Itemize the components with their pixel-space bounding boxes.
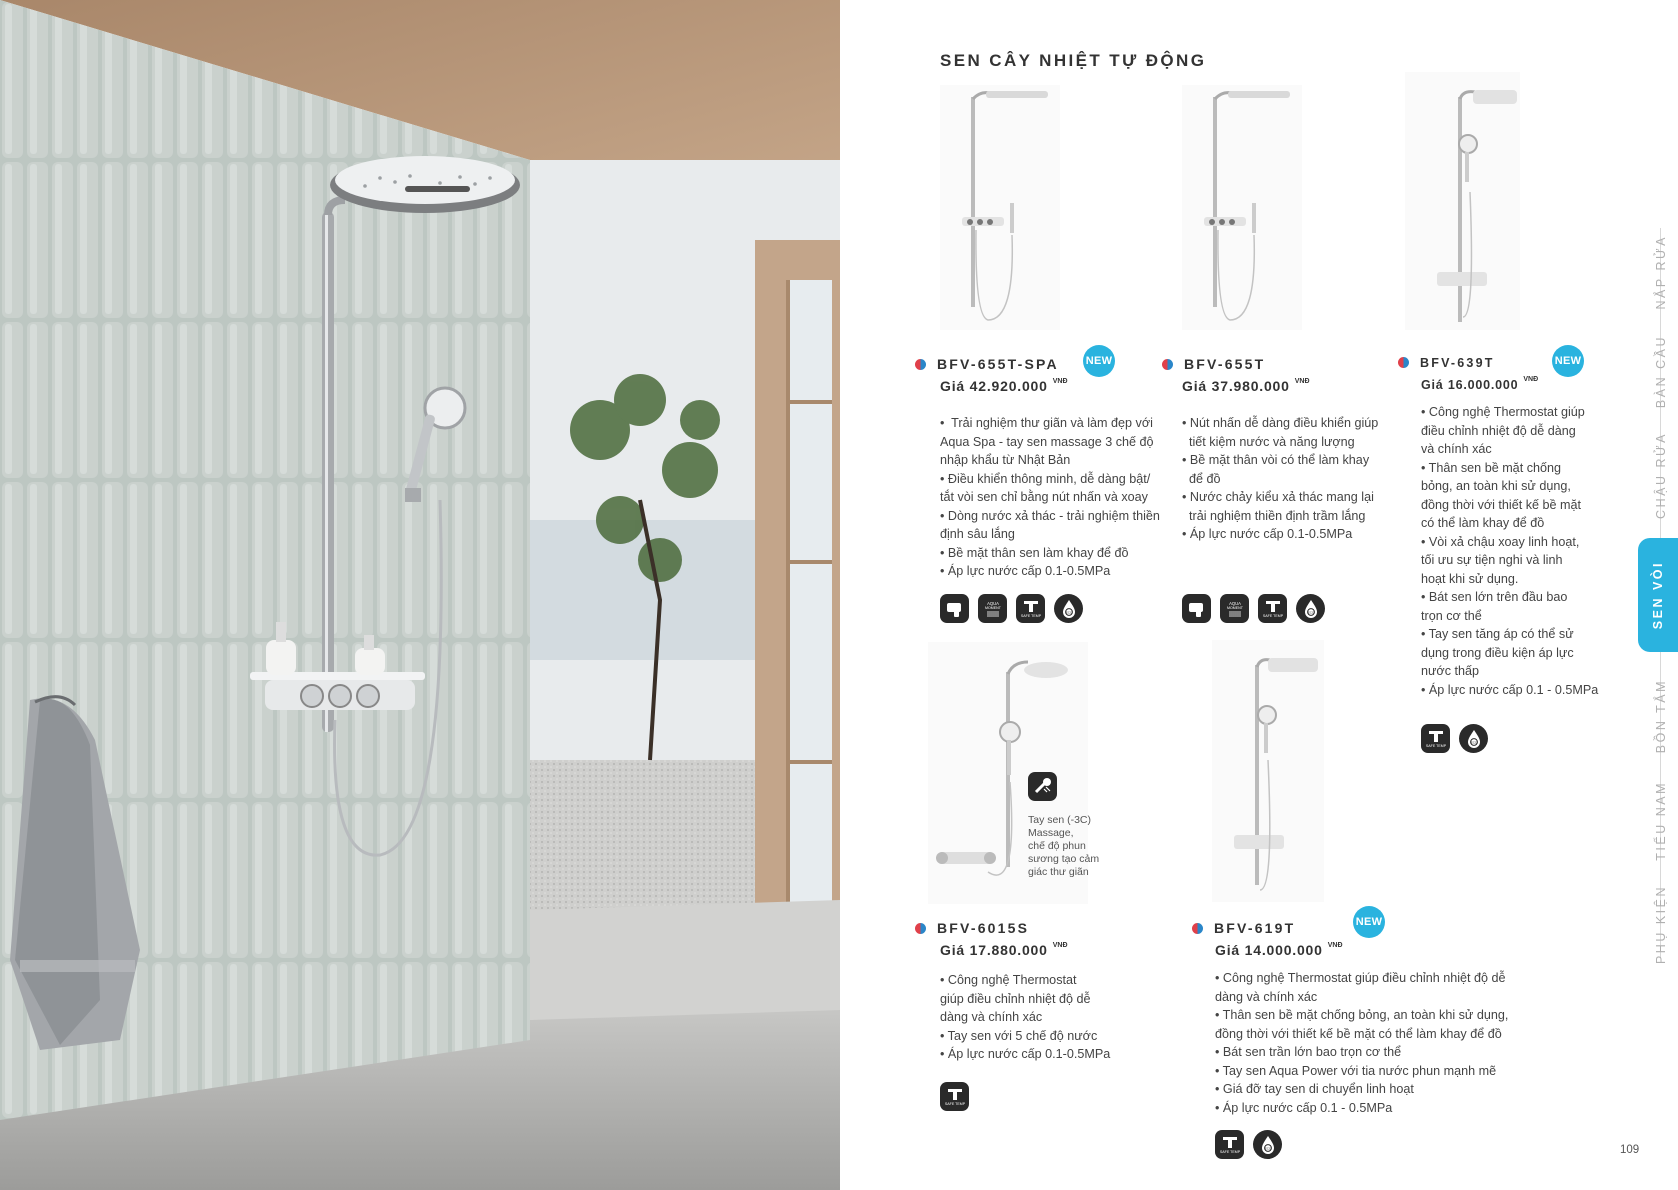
- hot-cold-dot-icon: [1162, 359, 1173, 370]
- feature-line: • Bát sen trần lớn bao trọn cơ thể: [1215, 1045, 1402, 1059]
- hot-cold-dot-icon: [915, 923, 926, 934]
- feature-line: nước thấp: [1421, 664, 1480, 678]
- feature-line: • Áp lực nước cấp 0.1 - 0.5MPa: [1421, 682, 1599, 697]
- feature-line: đồng thời với thiết kế bề mặt có thể làm khay để đồ: [1215, 1026, 1502, 1041]
- eco-water-icon: [1253, 1130, 1282, 1159]
- feature-line: • Bề mặt thân sen làm khay để đồ: [940, 545, 1129, 560]
- feature-line: giúp điều chỉnh nhiệt độ dễ: [940, 991, 1091, 1006]
- product-code: BFV-639T: [1398, 356, 1495, 370]
- feature-line: • Công nghệ Thermostat giúp điều chỉnh nhiệt độ dễ: [1215, 971, 1506, 985]
- feature-icons: [940, 1082, 969, 1111]
- feature-line: dàng và chính xác: [1215, 989, 1318, 1004]
- aqua-moment-icon: [1220, 594, 1249, 623]
- feature-line: • Điều khiển thông minh, dễ dàng bật/: [940, 471, 1151, 486]
- feature-line: Aqua Spa - tay sen massage 3 chế độ: [940, 434, 1154, 449]
- feature-line: • Công nghệ Thermostat: [940, 973, 1077, 987]
- svg-text:SAFE TEMP: SAFE TEMP: [1020, 613, 1041, 618]
- product-code: BFV-655T: [1162, 356, 1265, 372]
- feature-line: • Vòi xả chậu xoay linh hoạt,: [1421, 534, 1580, 549]
- feature-line: • Trải nghiệm thư giãn và làm đẹp với: [940, 416, 1153, 430]
- new-badge: NEW: [1083, 345, 1115, 377]
- svg-text:ECO: ECO: [1264, 1145, 1271, 1150]
- note-line: chế độ phun: [1028, 840, 1086, 852]
- feature-line: • Bát sen lớn trên đầu bao: [1421, 590, 1568, 604]
- feature-line: điều chỉnh nhiệt độ dễ dàng: [1421, 423, 1576, 438]
- note-line: Tay sen (-3C): [1028, 814, 1092, 826]
- new-badge: NEW: [1353, 906, 1385, 938]
- svg-text:AQUA: AQUA: [986, 600, 999, 606]
- feature-line: • Thân sen bề mặt chống bỏng, an toàn khi sử dụng,: [1215, 1008, 1509, 1022]
- product-image-bfv-655t: [1182, 85, 1302, 330]
- feature-line: đồng thời với thiết kế bề mặt: [1421, 497, 1582, 512]
- feature-line: hoạt khi sử dụng.: [1421, 571, 1519, 586]
- feature-list: [1421, 403, 1598, 699]
- feature-icons: [1215, 1130, 1282, 1159]
- feature-icons: [1182, 594, 1325, 623]
- product-image-bfv-619t: [1212, 640, 1324, 902]
- feature-line: • Giá đỡ tay sen di chuyển linh hoạt: [1215, 1082, 1414, 1096]
- feature-line: • Nước chảy kiểu xả thác mang lại: [1182, 490, 1374, 504]
- page-title: SEN CÂY NHIỆT TỰ ĐỘNG: [940, 51, 1207, 70]
- note-line: Massage,: [1028, 827, 1074, 839]
- feature-line: tối ưu sự tiện nghi và linh: [1421, 553, 1563, 567]
- tab-tieu-nam[interactable]: TIỂU NAM: [1654, 781, 1668, 861]
- feature-line: • Bề mặt thân vòi có thể làm khay: [1182, 453, 1370, 467]
- eco-water-icon: [1459, 724, 1488, 753]
- svg-text:SAFE TEMP: SAFE TEMP: [1219, 1149, 1240, 1154]
- product-code: BFV-655T-SPA: [915, 356, 1059, 372]
- feature-list: [940, 414, 1160, 581]
- feature-line: • Nút nhấn dễ dàng điều khiển giúp: [1182, 416, 1379, 430]
- feature-icons: [1421, 724, 1488, 753]
- svg-text:SAFE TEMP: SAFE TEMP: [944, 1101, 965, 1106]
- svg-text:ECO: ECO: [1307, 609, 1314, 614]
- new-badge: NEW: [1552, 345, 1584, 377]
- product-image-bfv-639t: [1405, 72, 1520, 330]
- product-price: Giá 16.000.000 $^{VNĐ}$: [1421, 376, 1539, 392]
- feature-line: có thể làm khay để đồ: [1421, 516, 1545, 530]
- aqua-moment-icon: [978, 594, 1007, 623]
- safe-temp-icon: [940, 1082, 969, 1111]
- feature-line: • Dòng nước xả thác - trải nghiệm thiền: [940, 508, 1160, 523]
- product-code: BFV-619T: [1192, 920, 1295, 936]
- feature-list: [1182, 414, 1378, 544]
- feature-line: • Tay sen với 5 chế độ nước: [940, 1028, 1098, 1043]
- tab-ban-cau[interactable]: BÀN CẦU: [1654, 335, 1668, 409]
- catalog-page: [840, 0, 1678, 1190]
- feature-line: • Tay sen tăng áp có thể sử: [1421, 627, 1574, 641]
- feature-line: bỏng, an toàn khi sử dụng,: [1421, 479, 1571, 493]
- note-line: giác thư giãn: [1028, 866, 1089, 878]
- massage-mode-icon: [1028, 772, 1057, 801]
- feature-line: trọn cơ thể: [1421, 608, 1482, 623]
- feature-line: • Thân sen bề mặt chống: [1421, 460, 1562, 475]
- feature-line: • Công nghệ Thermostat giúp: [1421, 405, 1585, 419]
- tab-phu-kien[interactable]: PHỤ KIỆN: [1654, 885, 1668, 965]
- feature-line: • Tay sen Aqua Power với tia nước phun mạnh mẽ: [1215, 1063, 1497, 1078]
- note-line: sương tạo cảm: [1028, 853, 1100, 865]
- svg-text:SAFE TEMP: SAFE TEMP: [1262, 613, 1283, 618]
- safe-temp-icon: [1421, 724, 1450, 753]
- eco-water-icon: [1054, 594, 1083, 623]
- svg-text:MOMENT: MOMENT: [1226, 605, 1243, 610]
- feature-line: dụng trong điều kiện áp lực: [1421, 645, 1574, 660]
- feature-list: [940, 971, 1110, 1064]
- feature-line: trải nghiệm thiền định trầm lắng: [1182, 508, 1366, 523]
- tab-bon-tam[interactable]: BỒN TẮM: [1654, 678, 1668, 754]
- safe-temp-icon: [1016, 594, 1045, 623]
- feature-line: và chính xác: [1421, 442, 1492, 456]
- feature-line: • Áp lực nước cấp 0.1-0.5MPa: [1182, 527, 1353, 541]
- feature-line: dàng và chính xác: [940, 1010, 1043, 1024]
- product-price: Giá 14.000.000 $^{VNĐ}$: [1215, 942, 1343, 958]
- tab-chau-rua[interactable]: CHẬU RỬA: [1654, 431, 1668, 519]
- product-price: Giá 17.880.000 $^{VNĐ}$: [940, 942, 1068, 958]
- feature-list: [1215, 969, 1508, 1117]
- feature-line: để đồ: [1182, 471, 1221, 486]
- feature-line: tiết kiệm nước và năng lượng: [1182, 434, 1355, 449]
- hot-cold-dot-icon: [1398, 357, 1409, 368]
- hand-shower-note: [1028, 814, 1099, 879]
- tab-sen-voi[interactable]: SEN VÒI: [1638, 538, 1678, 652]
- button-control-icon: [940, 594, 969, 623]
- safe-temp-icon: [1215, 1130, 1244, 1159]
- svg-text:ECO: ECO: [1470, 739, 1477, 744]
- feature-line: • Áp lực nước cấp 0.1-0.5MPa: [940, 564, 1111, 578]
- safe-temp-icon: [1258, 594, 1287, 623]
- feature-icons: [940, 594, 1083, 623]
- svg-text:AQUA: AQUA: [1228, 600, 1241, 606]
- feature-line: nhập khẩu từ Nhật Bản: [940, 453, 1071, 467]
- page-number: 109: [1620, 1144, 1640, 1156]
- feature-line: định sâu lắng: [940, 527, 1015, 541]
- feature-line: tắt vòi sen chỉ bằng nút nhấn và xoay: [940, 490, 1148, 504]
- product-image-bfv-655t-spa: [940, 85, 1060, 330]
- eco-water-icon: [1296, 594, 1325, 623]
- product-price: Giá 37.980.000 $^{VNĐ}$: [1182, 378, 1310, 394]
- feature-line: • Áp lực nước cấp 0.1 - 0.5MPa: [1215, 1100, 1393, 1115]
- hot-cold-dot-icon: [915, 359, 926, 370]
- svg-text:ECO: ECO: [1065, 609, 1072, 614]
- svg-text:SAFE TEMP: SAFE TEMP: [1425, 743, 1446, 748]
- tab-nap-rua[interactable]: NẮP RỬA: [1654, 234, 1668, 310]
- product-code: BFV-6015S: [915, 920, 1029, 936]
- category-tabs: [1636, 0, 1678, 1190]
- button-control-icon: [1182, 594, 1211, 623]
- hot-cold-dot-icon: [1192, 923, 1203, 934]
- feature-line: • Áp lực nước cấp 0.1-0.5MPa: [940, 1047, 1111, 1061]
- product-price: Giá 42.920.000 $^{VNĐ}$: [940, 378, 1068, 394]
- svg-text:MOMENT: MOMENT: [984, 605, 1001, 610]
